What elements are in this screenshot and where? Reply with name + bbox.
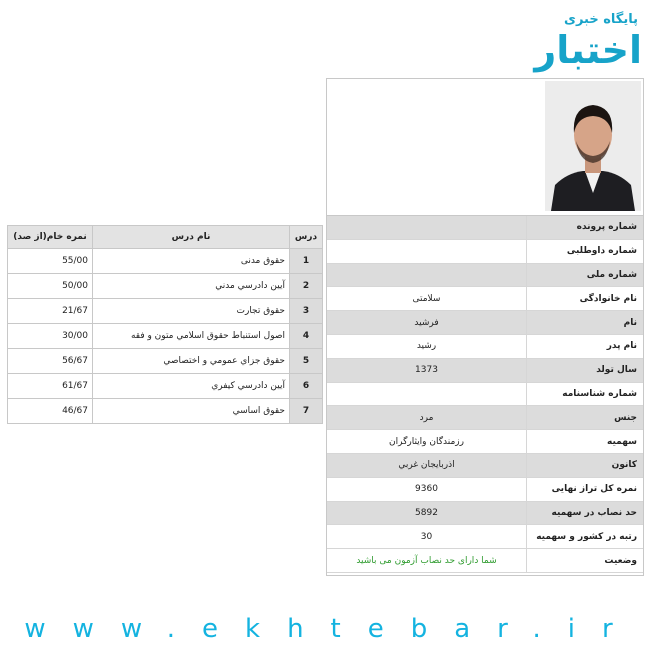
course-score: 61/67 <box>8 374 93 399</box>
info-label: وضعیت <box>527 549 644 573</box>
info-value: رزمندگان وایثارگران <box>327 430 527 454</box>
candidate-photo <box>545 81 641 211</box>
row-number: 6 <box>290 374 323 399</box>
info-label: رتبه در کشور و سهمیه <box>527 525 644 549</box>
info-row <box>327 525 643 549</box>
info-row <box>327 287 643 311</box>
info-row <box>327 382 643 406</box>
info-value: سلامتی <box>327 287 527 311</box>
info-row <box>327 406 643 430</box>
logo-title: اختبار <box>534 28 642 72</box>
col-header-score: نمره خام(از صد) <box>8 226 93 249</box>
row-number: 5 <box>290 349 323 374</box>
grades-header-row <box>8 226 323 249</box>
candidate-info-table <box>327 216 643 573</box>
info-label: شماره ملی <box>527 263 644 287</box>
row-number: 1 <box>290 249 323 274</box>
row-number: 3 <box>290 299 323 324</box>
table-row <box>8 399 323 424</box>
info-row <box>327 311 643 335</box>
course-name: حقوق مدنی <box>93 249 290 274</box>
table-row <box>8 274 323 299</box>
info-row <box>327 453 643 477</box>
info-row <box>327 501 643 525</box>
course-score: 50/00 <box>8 274 93 299</box>
footer-url[interactable]: www.ekhtebar.ir <box>24 614 640 644</box>
info-label: شماره داوطلبی <box>527 239 644 263</box>
info-label: نمره کل تراز نهایی <box>527 477 644 501</box>
col-header-name: نام درس <box>93 226 290 249</box>
info-row <box>327 239 643 263</box>
course-score: 46/67 <box>8 399 93 424</box>
info-value: 5892 <box>327 501 527 525</box>
info-label: سهمیه <box>527 430 644 454</box>
info-row <box>327 430 643 454</box>
info-value: 9360 <box>327 477 527 501</box>
info-row <box>327 216 643 239</box>
course-name: حقوق تجارت <box>93 299 290 324</box>
row-number: 2 <box>290 274 323 299</box>
table-row <box>8 324 323 349</box>
info-value: اذربايجان غربي <box>327 453 527 477</box>
info-row <box>327 549 643 573</box>
info-value: فرشید <box>327 311 527 335</box>
info-label: نام خانوادگی <box>527 287 644 311</box>
info-label: حد نصاب در سهمیه <box>527 501 644 525</box>
logo-subtitle: پایگاه خبری <box>564 12 638 27</box>
course-name: حقوق اساسي <box>93 399 290 424</box>
info-label: کانون <box>527 453 644 477</box>
info-value: مرد <box>327 406 527 430</box>
course-score: 56/67 <box>8 349 93 374</box>
profile-card <box>326 78 644 576</box>
table-row <box>8 349 323 374</box>
col-header-num: درس <box>290 226 323 249</box>
info-row <box>327 358 643 382</box>
info-value <box>327 382 527 406</box>
course-score: 21/67 <box>8 299 93 324</box>
grades-table <box>7 225 323 424</box>
info-label: جنس <box>527 406 644 430</box>
info-value <box>327 263 527 287</box>
course-score: 55/00 <box>8 249 93 274</box>
info-label: شماره شناسنامه <box>527 382 644 406</box>
course-name: آیین دادرسي مدني <box>93 274 290 299</box>
course-name: آیین دادرسي كيفري <box>93 374 290 399</box>
photo-area <box>327 79 643 216</box>
row-number: 4 <box>290 324 323 349</box>
course-score: 30/00 <box>8 324 93 349</box>
info-row <box>327 477 643 501</box>
table-row <box>8 299 323 324</box>
info-value: 30 <box>327 525 527 549</box>
info-label: نام <box>527 311 644 335</box>
info-value <box>327 216 527 239</box>
course-name: اصول استنباط حقوق اسلامي متون و فقه <box>93 324 290 349</box>
table-row <box>8 374 323 399</box>
info-value <box>327 239 527 263</box>
table-row <box>8 249 323 274</box>
info-row <box>327 334 643 358</box>
info-label: نام پدر <box>527 334 644 358</box>
info-value: 1373 <box>327 358 527 382</box>
info-value: رشید <box>327 334 527 358</box>
info-label: سال تولد <box>527 358 644 382</box>
info-label: شماره پرونده <box>527 216 644 239</box>
row-number: 7 <box>290 399 323 424</box>
info-row <box>327 263 643 287</box>
site-logo[interactable] <box>528 8 644 78</box>
course-name: حقوق جزاي عمومي و اختصاصي <box>93 349 290 374</box>
status-value: شما دارای حد نصاب آزمون می باشید <box>327 549 527 573</box>
